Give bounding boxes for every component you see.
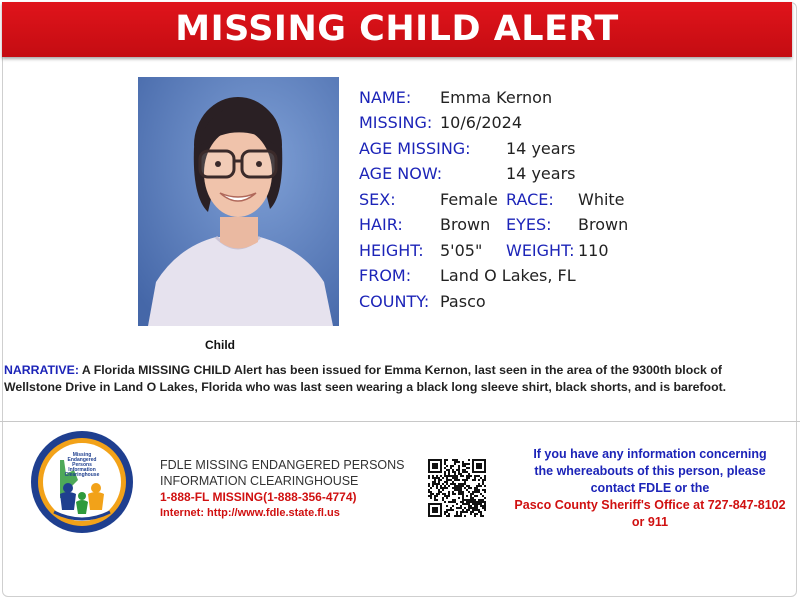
fdle-org-line-1: FDLE MISSING ENDANGERED PERSONS (160, 458, 405, 472)
seal-text-4: Information (68, 467, 96, 473)
clearinghouse-seal-icon (30, 430, 134, 534)
sex-race-row (359, 190, 625, 214)
age-missing-label: AGE MISSING: (359, 139, 471, 158)
missing-date-label: MISSING: (359, 113, 433, 132)
info-line-5: or 911 (631, 515, 669, 529)
county-row (359, 292, 486, 316)
contact-info (500, 446, 800, 531)
narrative-label: NARRATIVE: (4, 363, 79, 377)
height-value: 5'05" (440, 241, 483, 260)
name-row (359, 88, 553, 112)
seal-text-5: Clearinghouse (64, 472, 100, 478)
alert-title: MISSING CHILD ALERT (175, 9, 619, 49)
from-label: FROM: (359, 266, 412, 285)
age-missing-row (359, 139, 576, 163)
eyes-value: Brown (578, 215, 629, 234)
info-line-2: the whereabouts of this person, please (534, 464, 766, 478)
narrative-line-2: Wellstone Drive in Land O Lakes, Florida who was last seen wearing a black long sleeve shirt, black shorts, and is barefoot. (4, 380, 727, 394)
hair-eyes-row (359, 215, 629, 239)
fdle-contact-block (160, 457, 405, 521)
qr-code[interactable] (428, 459, 486, 522)
hair-label: HAIR: (359, 215, 403, 234)
age-now-label: AGE NOW: (359, 164, 443, 183)
county-value: Pasco (440, 292, 486, 311)
height-weight-row (359, 241, 609, 265)
narrative-line-1: A Florida MISSING CHILD Alert has been issued for Emma Kernon, last seen in the area of the 9300th block of (81, 363, 722, 377)
age-now-value: 14 years (506, 164, 576, 183)
clearinghouse-seal (30, 430, 134, 539)
seal-text-3: Persons (72, 462, 92, 468)
from-row (359, 266, 576, 290)
weight-value: 110 (578, 241, 609, 260)
from-value: Land O Lakes, FL (440, 266, 576, 285)
race-value: White (578, 190, 625, 209)
height-label: HEIGHT: (359, 241, 424, 260)
age-missing-value: 14 years (506, 139, 576, 158)
child-photo (138, 77, 339, 326)
section-divider (0, 421, 800, 422)
seal-text-2: Endangered (67, 457, 97, 463)
sex-label: SEX: (359, 190, 396, 209)
race-label: RACE: (506, 190, 554, 209)
missing-date-value: 10/6/2024 (440, 113, 523, 132)
seal-text-1: Missing (72, 452, 92, 458)
fdle-org-line-2: INFORMATION CLEARINGHOUSE (160, 474, 359, 488)
hair-value: Brown (440, 215, 491, 234)
fdle-phone: 1-888-FL MISSING(1-888-356-4774) (160, 490, 357, 504)
narrative (4, 362, 799, 396)
weight-label: WEIGHT: (506, 241, 575, 260)
sex-value: Female (440, 190, 498, 209)
alert-banner (2, 2, 792, 57)
fdle-website: Internet: http://www.fdle.state.fl.us (160, 507, 340, 519)
info-line-3: contact FDLE or the (590, 481, 710, 495)
name-value: Emma Kernon (440, 88, 553, 107)
child-portrait-image (138, 77, 339, 326)
name-label: NAME: (359, 88, 412, 107)
qr-code-icon (428, 459, 486, 517)
info-line-1: If you have any information concerning (533, 447, 767, 461)
county-label: COUNTY: (359, 292, 430, 311)
missing-date-row (359, 113, 523, 137)
info-line-4: Pasco County Sheriff's Office at 727-847-8102 (514, 498, 786, 512)
age-now-row (359, 164, 576, 188)
eyes-label: EYES: (506, 215, 552, 234)
photo-caption: Child (205, 338, 235, 352)
